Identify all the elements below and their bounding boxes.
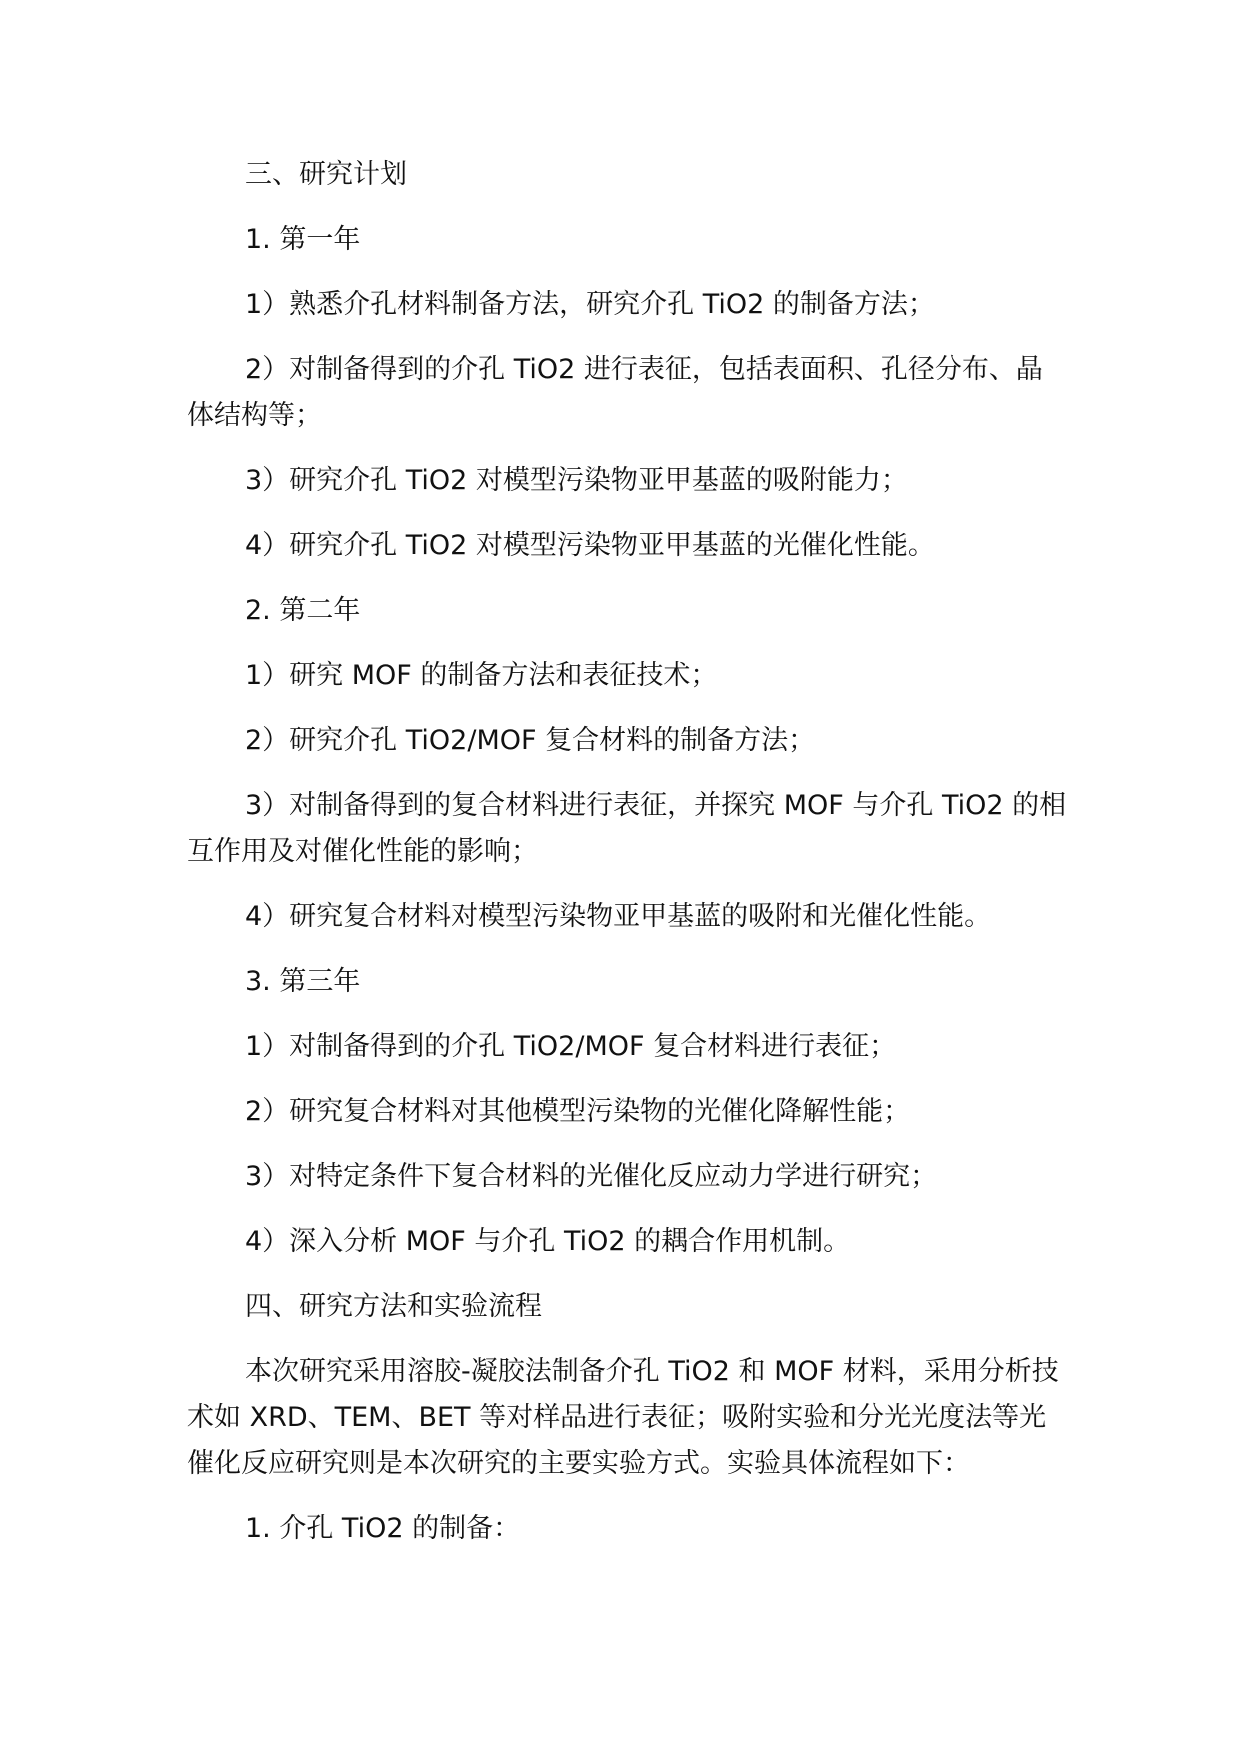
plan-item: 3）对特定条件下复合材料的光催化反应动力学进行研究； xyxy=(245,1161,938,1192)
plan-item: 1）研究 MOF 的制备方法和表征技术； xyxy=(245,660,718,691)
section-heading-research-plan: 三、研究计划 xyxy=(245,159,407,190)
section-heading-methods: 四、研究方法和实验流程 xyxy=(245,1291,542,1322)
plan-item: 2）研究介孔 TiO2/MOF 复合材料的制备方法； xyxy=(245,725,816,756)
plan-item: 4）深入分析 MOF 与介孔 TiO2 的耦合作用机制。 xyxy=(245,1226,851,1257)
plan-item: 1）对制备得到的介孔 TiO2/MOF 复合材料进行表征； xyxy=(245,1031,897,1062)
methods-paragraph: 本次研究采用溶胶-凝胶法制备介孔 TiO2 和 MOF 材料，采用分析技术如 XRD、TEM、BET 等对样品进行表征；吸附实验和分光光度法等光催化反应研究则是本次研究的主要实验方式。实验具体流程如下： xyxy=(187,1356,1059,1479)
subheading-tio2-preparation: 1. 介孔 TiO2 的制备： xyxy=(245,1513,521,1544)
year-heading-second: 2. 第二年 xyxy=(245,595,361,626)
plan-item: 1）熟悉介孔材料制备方法，研究介孔 TiO2 的制备方法； xyxy=(245,289,935,320)
plan-item: 3）研究介孔 TiO2 对模型污染物亚甲基蓝的吸附能力； xyxy=(245,465,908,496)
plan-item: 2）研究复合材料对其他模型污染物的光催化降解性能； xyxy=(245,1096,911,1127)
year-heading-first: 1. 第一年 xyxy=(245,224,361,255)
plan-item: 4）研究复合材料对模型污染物亚甲基蓝的吸附和光催化性能。 xyxy=(245,901,992,932)
plan-item: 4）研究介孔 TiO2 对模型污染物亚甲基蓝的光催化性能。 xyxy=(245,530,935,561)
plan-item: 3）对制备得到的复合材料进行表征，并探究 MOF 与介孔 TiO2 的相互作用及对催化性能的影响； xyxy=(187,790,1067,867)
plan-item: 2）对制备得到的介孔 TiO2 进行表征，包括表面积、孔径分布、晶体结构等； xyxy=(187,354,1043,431)
document-body xyxy=(187,152,1067,1571)
year-heading-third: 3. 第三年 xyxy=(245,966,361,997)
